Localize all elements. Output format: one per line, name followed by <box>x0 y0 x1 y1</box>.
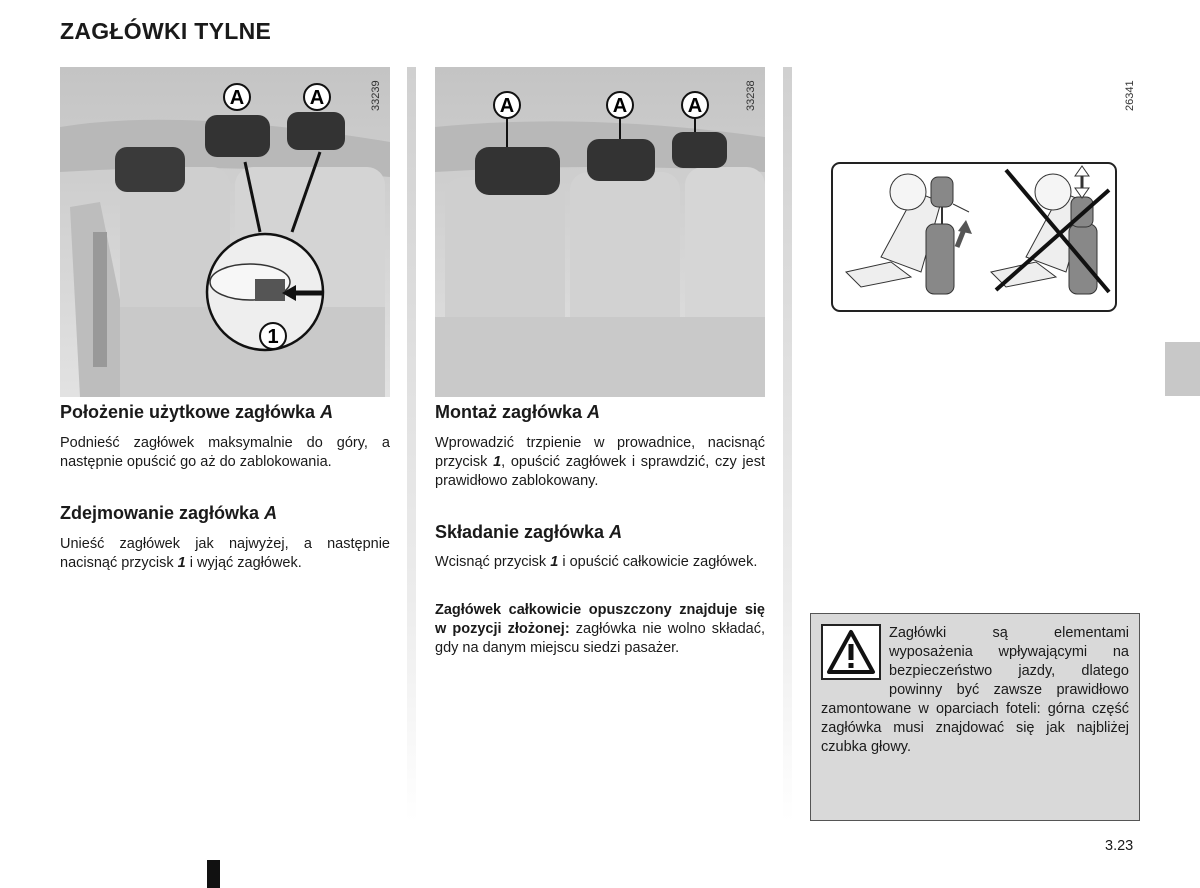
figure-code: 26341 <box>1124 80 1136 111</box>
paragraph: Wcisnąć przycisk 1 i opuścić całkowicie zagłówek. <box>435 554 758 570</box>
headrest-position-diagram <box>831 162 1117 312</box>
note-paragraph: Zagłówek całkowicie opuszczony znajduje się w pozycji złożonej: zagłówka nie wolno składać, gdy na danym miejscu siedzi pasażer. <box>435 602 765 656</box>
heading-letter: A <box>587 402 601 422</box>
page-title: ZAGŁÓWKI TYLNE <box>60 18 272 44</box>
heading-letter: A <box>609 522 623 542</box>
heading-text: Składanie zagłówka <box>435 522 605 542</box>
heading-letter: A <box>264 503 278 523</box>
warning-box <box>810 613 1140 821</box>
section-heading <box>435 522 622 543</box>
label-1: 1 <box>267 326 279 348</box>
column-divider <box>407 67 416 822</box>
heading-text: Montaż zagłówka <box>435 402 583 422</box>
paragraph: Unieść zagłówek jak najwyżej, a następnie nacisnąć przycisk 1 i wyjąć zagłówek. <box>60 536 390 571</box>
page-number: 3.23 <box>1105 838 1134 854</box>
section-heading <box>435 402 600 423</box>
column-divider <box>783 67 792 822</box>
chapter-tab <box>1165 342 1200 396</box>
rear-headrest-photo-left <box>60 67 390 397</box>
label-a: A <box>499 95 515 117</box>
figure-code: 33238 <box>745 80 757 111</box>
paragraph: Podnieść zagłówek maksymalnie do góry, a następnie opuścić go aż do zablokowania. <box>60 435 390 470</box>
label-a: A <box>229 87 245 109</box>
heading-letter: A <box>320 402 334 422</box>
section-heading <box>60 503 277 524</box>
heading-text: Zdejmowanie zagłówka <box>60 503 260 523</box>
figure-code: 33239 <box>370 80 382 111</box>
label-a: A <box>687 95 703 117</box>
label-a: A <box>612 95 628 117</box>
label-a: A <box>309 87 325 109</box>
warning-text: Zagłówki są elementami wyposażenia wpływającymi na bezpieczeństwo jazdy, dlatego powinny być zawsze prawidłowo zamontowane w oparciach foteli: górna część zagłówka musi znajdować się jak najbliżej czubka głowy. <box>821 625 1129 755</box>
heading-text: Położenie użytkowe zagłówka <box>60 402 316 422</box>
warning-triangle-icon <box>821 624 881 680</box>
section-heading <box>60 402 333 423</box>
paragraph: Wprowadzić trzpienie w prowadnice, nacisnąć przycisk 1, opuścić zagłówek i sprawdzić, czy jest prawidłowo zablokowany. <box>435 435 765 489</box>
bottom-marker <box>207 860 220 888</box>
rear-headrest-photo-middle <box>435 67 765 397</box>
